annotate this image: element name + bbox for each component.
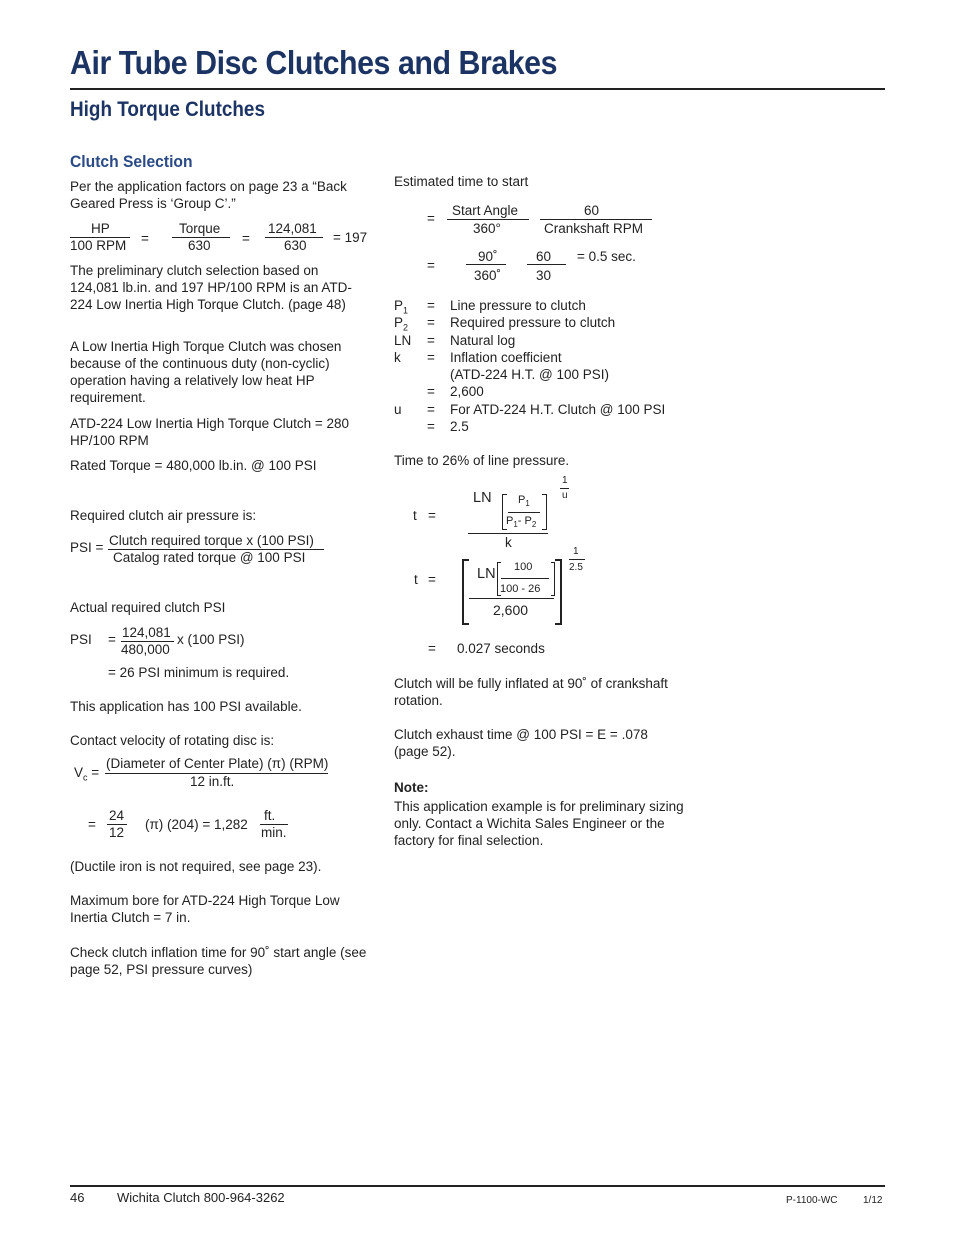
equals-sign: = [427,419,435,435]
definition-symbol: u [394,401,402,417]
left-paragraph-7: Actual required clutch PSI [70,600,226,615]
document-code: P-1100-WC [786,1195,838,1206]
right-paragraph-4: Clutch exhaust time @ 100 PSI = E = .078 (page 52). [394,727,648,759]
footer-company: Wichita Clutch 800-964-3262 [117,1190,285,1205]
note-label: Note: [394,780,429,795]
left-paragraph-11: Maximum bore for ATD-224 High Torque Low Inertia Clutch = 7 in. [70,893,340,925]
equals-sign: = [427,384,435,400]
document-date: 1/12 [863,1195,883,1206]
p-symbol: P [506,515,514,527]
numerator: Start Angle [452,203,519,218]
numerator: 60 [536,249,552,264]
k-symbol: k [505,535,512,550]
hp-label: HP [91,221,110,236]
left-paragraph-3: A Low Inertia High Torque Clutch was chosen because of the continuous duty (non-cyclic) operation having a relatively low heat HP requirement. [70,339,342,405]
numerator: 124,081 [122,625,171,640]
right-paragraph-2: Time to 26% of line pressure. [394,453,570,468]
left-paragraph-12: Check clutch inflation time for 90˚ start angle (see page 52, PSI pressure curves) [70,945,367,977]
exponent-numerator: 1 [573,546,579,557]
fraction-bar [527,264,566,265]
equals-sign: = [108,632,116,647]
denominator: 30 [536,268,552,283]
ln-symbol: LN [477,566,496,582]
t-symbol: t [414,572,418,587]
exponent-numerator: 1 [562,475,568,486]
outer-left-bracket [462,559,469,625]
numerator: 100 [514,561,533,573]
equals-sign: = [141,231,149,246]
psi-result: = 26 PSI minimum is required. [108,665,290,680]
left-paragraph-9: Contact velocity of rotating disc is: [70,733,275,748]
denominator: 12 in.ft. [190,774,235,789]
definition-text: Natural log [450,332,516,348]
numerator: (Diameter of Center Plate) (π) (RPM) [106,756,329,771]
unit-numerator: ft. [264,808,276,823]
denominator: Crankshaft RPM [544,221,644,236]
denominator: 630 [188,238,211,253]
velocity-symbol [74,764,99,787]
definition-row [394,383,714,400]
outer-right-bracket [555,559,562,625]
numerator: 24 [109,808,125,823]
subscript: 1 [525,499,530,509]
equals-sign: = [428,508,436,523]
definition-symbol: P [394,298,404,313]
definition-symbol: LN [394,332,412,348]
right-paragraph-1: Estimated time to start [394,174,529,189]
left-paragraph-6: Required clutch air pressure is: [70,508,257,523]
definition-text: (ATD-224 H.T. @ 100 PSI) [450,367,610,383]
definition-row [394,349,714,366]
definition-text: 2.5 [450,419,469,435]
numerator: 90˚ [478,249,498,264]
fraction-bar [569,559,585,560]
numerator: 60 [584,203,600,218]
definition-row [394,297,714,314]
rpm-label: 100 RPM [70,238,127,253]
definition-subscript: 1 [403,305,409,316]
result-value: 0.027 seconds [457,641,545,656]
page-subtitle: High Torque Clutches [70,98,265,121]
start-time-result: = 0.5 sec. [577,249,636,264]
t-symbol: t [413,508,417,523]
equals-sign: = [427,298,435,313]
psi-label: PSI [70,632,92,647]
document-title: Air Tube Disc Clutches and Brakes [70,44,558,81]
note-text: This application example is for preliminary sizing only. Contact a Wichita Sales Engineer or the factory for final selection. [394,799,684,848]
footer-rule [70,1185,885,1187]
equals-sign: = [242,231,250,246]
denominator: 12 [109,825,125,840]
equals-sign: = [91,765,100,780]
p1-numerator [518,494,530,510]
denominator: 360˚ [474,268,502,283]
denominator: 480,000 [121,642,170,657]
exponent-denominator: 2.5 [569,562,583,573]
k-value: 2,600 [493,602,529,618]
multiplier: x (100 PSI) [177,632,245,647]
left-paragraph-2: The preliminary clutch selection based on 124,081 lb.in. and 197 HP/100 RPM is an ATD-224 Low Inertia High Torque Clutch. (page 48) [70,263,352,312]
definition-row [394,401,714,418]
definition-subscript: 2 [403,322,409,333]
fraction-bar [508,512,540,513]
left-paragraph-1: Per the application factors on page 23 a “Back Geared Press is ‘Group C’.” [70,179,347,211]
definition-text: Required pressure to clutch [450,315,616,331]
subscript: 2 [531,520,537,530]
ln-symbol: LN [473,490,492,506]
definition-text: Line pressure to clutch [450,298,586,313]
definition-text: 2,600 [450,384,484,400]
left-paragraph-10: (Ductile iron is not required, see page 23). [70,859,322,874]
velocity-letter: V [74,765,84,780]
numerator: Clutch required torque x (100 PSI) [109,533,314,548]
exponent-denominator: u [562,490,568,501]
p1-minus-p2 [506,515,536,531]
definitions-list [394,297,714,435]
denominator: Catalog rated torque @ 100 PSI [113,550,306,565]
minus-p-symbol: - P [517,515,532,527]
denominator: 630 [284,238,307,253]
definition-row [394,418,714,435]
definition-text: Inflation coefficient [450,349,562,365]
fraction-bar [466,264,506,265]
section-heading: Clutch Selection [70,152,193,171]
equals-sign: = [427,332,435,348]
definition-symbol: k [394,349,401,365]
definition-row [394,332,714,349]
equals-sign: = [427,349,435,365]
left-paragraph-4: ATD-224 Low Inertia High Torque Clutch = 280 HP/100 RPM [70,416,350,448]
equals-sign: = [427,315,435,331]
page-number: 46 [70,1190,85,1205]
denominator: 360° [473,221,501,236]
equals-sign: = [88,817,96,832]
definition-text: For ATD-224 H.T. Clutch @ 100 PSI [450,401,666,417]
psi-label: PSI = [70,540,104,555]
denominator: 100 - 26 [500,583,541,595]
velocity-result: (π) (204) = 1,282 [145,817,248,832]
unit-denominator: min. [261,825,287,840]
definition-symbol: P [394,315,404,331]
left-paragraph-5: Rated Torque = 480,000 lb.in. @ 100 PSI [70,458,317,473]
fraction-bar [469,598,554,599]
torque-label: Torque [179,221,221,236]
equals-sign: = [428,572,436,587]
title-rule [70,88,885,90]
equals-sign: = [427,401,435,417]
equals-sign: = [427,211,435,226]
velocity-subscript: c [83,772,88,783]
right-bracket [542,494,547,530]
subscript: 1 [513,520,518,530]
fraction-bar [501,578,549,579]
p-symbol: P [518,494,526,506]
right-paragraph-3: Clutch will be fully inflated at 90˚ of crankshaft rotation. [394,676,668,708]
numerator: 124,081 [268,221,317,236]
left-paragraph-8: This application has 100 PSI available. [70,699,302,714]
equals-sign: = [428,641,436,656]
result: = 197 [333,230,368,245]
definition-row [394,366,714,383]
definition-row [394,314,714,331]
equals-sign: = [427,258,435,273]
